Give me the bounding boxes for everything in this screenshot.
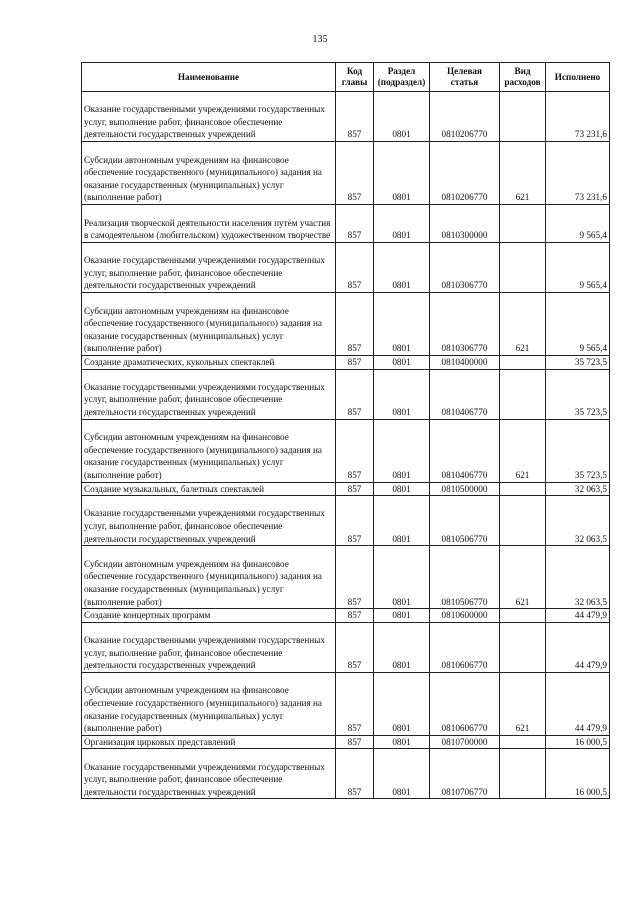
cell-expense-type xyxy=(500,92,546,142)
header-section xyxy=(374,63,430,92)
cell-name: Оказание государственными учреждениями государственных услуг, выполнение работ, финансовое обеспечение деятельности государственных учреждений xyxy=(82,622,336,672)
cell-chapter-code: 857 xyxy=(336,419,374,482)
cell-section: 0801 xyxy=(374,672,430,735)
table-row xyxy=(82,92,610,142)
cell-target-article: 0810606770 xyxy=(430,672,500,735)
cell-name: Субсидии автономным учреждениям на финансовое обеспечение государственного (муниципального) задания на оказание государственных (муниципальных) услуг (выполнение работ) xyxy=(82,672,336,735)
header-chapter-line1: Код xyxy=(346,66,363,76)
cell-expense-type xyxy=(500,496,546,546)
cell-name: Оказание государственными учреждениями государственных услуг, выполнение работ, финансовое обеспечение деятельности государственных учреждений xyxy=(82,496,336,546)
cell-chapter-code: 857 xyxy=(336,622,374,672)
cell-section: 0801 xyxy=(374,546,430,609)
cell-name: Субсидии автономным учреждениям на финансовое обеспечение государственного (муниципального) задания на оказание государственных (муниципальных) услуг (выполнение работ) xyxy=(82,293,336,356)
cell-name: Создание драматических, кукольных спектаклей xyxy=(82,356,336,370)
header-target-article xyxy=(430,63,500,92)
cell-target-article: 0810306770 xyxy=(430,243,500,293)
cell-target-article: 0810700000 xyxy=(430,735,500,749)
cell-expense-type xyxy=(500,243,546,293)
cell-executed-amount: 35 723,5 xyxy=(546,356,610,370)
cell-chapter-code: 857 xyxy=(336,496,374,546)
cell-chapter-code: 857 xyxy=(336,609,374,623)
cell-chapter-code: 857 xyxy=(336,369,374,419)
cell-chapter-code: 857 xyxy=(336,749,374,799)
cell-executed-amount: 9 565,4 xyxy=(546,243,610,293)
header-executed: Исполнено xyxy=(546,63,610,92)
cell-target-article: 0810400000 xyxy=(430,356,500,370)
table-row xyxy=(82,243,610,293)
table-row xyxy=(82,609,610,623)
cell-expense-type: 621 xyxy=(500,293,546,356)
table-row xyxy=(82,205,610,243)
cell-executed-amount: 73 231,6 xyxy=(546,142,610,205)
cell-target-article: 0810206770 xyxy=(430,142,500,205)
table-row xyxy=(82,142,610,205)
cell-executed-amount: 44 479,9 xyxy=(546,672,610,735)
cell-section: 0801 xyxy=(374,482,430,496)
cell-section: 0801 xyxy=(374,92,430,142)
table-row xyxy=(82,419,610,482)
cell-chapter-code: 857 xyxy=(336,546,374,609)
cell-target-article: 0810506770 xyxy=(430,496,500,546)
cell-name: Оказание государственными учреждениями государственных услуг, выполнение работ, финансовое обеспечение деятельности государственных учреждений xyxy=(82,369,336,419)
cell-chapter-code: 857 xyxy=(336,142,374,205)
cell-name: Создание концертных программ xyxy=(82,609,336,623)
header-name: Наименование xyxy=(82,63,336,92)
cell-chapter-code: 857 xyxy=(336,92,374,142)
table-body xyxy=(82,92,610,799)
cell-expense-type xyxy=(500,749,546,799)
cell-executed-amount: 73 231,6 xyxy=(546,92,610,142)
cell-chapter-code: 857 xyxy=(336,243,374,293)
cell-target-article: 0810506770 xyxy=(430,546,500,609)
cell-name: Субсидии автономным учреждениям на финансовое обеспечение государственного (муниципального) задания на оказание государственных (муниципальных) услуг (выполнение работ) xyxy=(82,142,336,205)
cell-expense-type xyxy=(500,609,546,623)
table-row xyxy=(82,482,610,496)
cell-expense-type xyxy=(500,205,546,243)
cell-expense-type xyxy=(500,356,546,370)
cell-chapter-code: 857 xyxy=(336,735,374,749)
cell-target-article: 0810500000 xyxy=(430,482,500,496)
cell-section: 0801 xyxy=(374,142,430,205)
cell-section: 0801 xyxy=(374,735,430,749)
cell-target-article: 0810300000 xyxy=(430,205,500,243)
cell-section: 0801 xyxy=(374,496,430,546)
table-row xyxy=(82,369,610,419)
cell-target-article: 0810600000 xyxy=(430,609,500,623)
header-expense-type xyxy=(500,63,546,92)
cell-name: Оказание государственными учреждениями государственных услуг, выполнение работ, финансовое обеспечение деятельности государственных учреждений xyxy=(82,243,336,293)
cell-section: 0801 xyxy=(374,749,430,799)
cell-section: 0801 xyxy=(374,243,430,293)
header-target-line2: статья xyxy=(450,77,479,87)
header-chapter-code xyxy=(336,63,374,92)
cell-name: Организация цирковых представлений xyxy=(82,735,336,749)
cell-name: Субсидии автономным учреждениям на финансовое обеспечение государственного (муниципального) задания на оказание государственных (муниципальных) услуг (выполнение работ) xyxy=(82,419,336,482)
cell-expense-type: 621 xyxy=(500,142,546,205)
cell-executed-amount: 44 479,9 xyxy=(546,622,610,672)
table-row xyxy=(82,672,610,735)
table-row xyxy=(82,735,610,749)
header-target-line1: Целевая xyxy=(447,66,482,76)
cell-executed-amount: 16 000,5 xyxy=(546,749,610,799)
table-row xyxy=(82,356,610,370)
cell-chapter-code: 857 xyxy=(336,205,374,243)
cell-executed-amount: 16 000,5 xyxy=(546,735,610,749)
table-row xyxy=(82,293,610,356)
cell-target-article: 0810206770 xyxy=(430,92,500,142)
cell-chapter-code: 857 xyxy=(336,672,374,735)
cell-target-article: 0810406770 xyxy=(430,419,500,482)
cell-executed-amount: 9 565,4 xyxy=(546,293,610,356)
cell-section: 0801 xyxy=(374,369,430,419)
cell-executed-amount: 32 063,5 xyxy=(546,482,610,496)
cell-chapter-code: 857 xyxy=(336,482,374,496)
cell-executed-amount: 9 565,4 xyxy=(546,205,610,243)
cell-expense-type xyxy=(500,735,546,749)
cell-target-article: 0810406770 xyxy=(430,369,500,419)
cell-executed-amount: 35 723,5 xyxy=(546,419,610,482)
cell-name: Создание музыкальных, балетных спектаклей xyxy=(82,482,336,496)
cell-executed-amount: 32 063,5 xyxy=(546,546,610,609)
cell-expense-type: 621 xyxy=(500,419,546,482)
cell-target-article: 0810306770 xyxy=(430,293,500,356)
header-section-line1: Раздел xyxy=(387,66,416,76)
header-section-line2: (подраздел) xyxy=(377,77,426,87)
budget-execution-table xyxy=(81,62,610,799)
header-exp-line1: Вид xyxy=(514,66,531,76)
cell-target-article: 0810706770 xyxy=(430,749,500,799)
page-number: 135 xyxy=(312,34,328,45)
cell-expense-type: 621 xyxy=(500,546,546,609)
cell-name: Субсидии автономным учреждениям на финансовое обеспечение государственного (муниципального) задания на оказание государственных (муниципальных) услуг (выполнение работ) xyxy=(82,546,336,609)
cell-section: 0801 xyxy=(374,356,430,370)
cell-section: 0801 xyxy=(374,293,430,356)
cell-executed-amount: 44 479,9 xyxy=(546,609,610,623)
cell-expense-type: 621 xyxy=(500,672,546,735)
header-chapter-line2: главы xyxy=(341,77,368,87)
table-header-row xyxy=(82,63,610,92)
cell-expense-type xyxy=(500,369,546,419)
table-row xyxy=(82,496,610,546)
cell-target-article: 0810606770 xyxy=(430,622,500,672)
cell-section: 0801 xyxy=(374,622,430,672)
cell-chapter-code: 857 xyxy=(336,293,374,356)
table-row xyxy=(82,622,610,672)
cell-executed-amount: 35 723,5 xyxy=(546,369,610,419)
table-row xyxy=(82,546,610,609)
table-row xyxy=(82,749,610,799)
cell-name: Оказание государственными учреждениями государственных услуг, выполнение работ, финансовое обеспечение деятельности государственных учреждений xyxy=(82,749,336,799)
cell-section: 0801 xyxy=(374,205,430,243)
cell-name: Оказание государственными учреждениями государственных услуг, выполнение работ, финансовое обеспечение деятельности государственных учреждений xyxy=(82,92,336,142)
cell-chapter-code: 857 xyxy=(336,356,374,370)
cell-name: Реализация творческой деятельности населения путём участия в самодеятельном (любительском) художественном творчестве xyxy=(82,205,336,243)
cell-expense-type xyxy=(500,482,546,496)
cell-expense-type xyxy=(500,622,546,672)
cell-section: 0801 xyxy=(374,419,430,482)
header-exp-line2: расходов xyxy=(504,77,541,87)
cell-section: 0801 xyxy=(374,609,430,623)
cell-executed-amount: 32 063,5 xyxy=(546,496,610,546)
